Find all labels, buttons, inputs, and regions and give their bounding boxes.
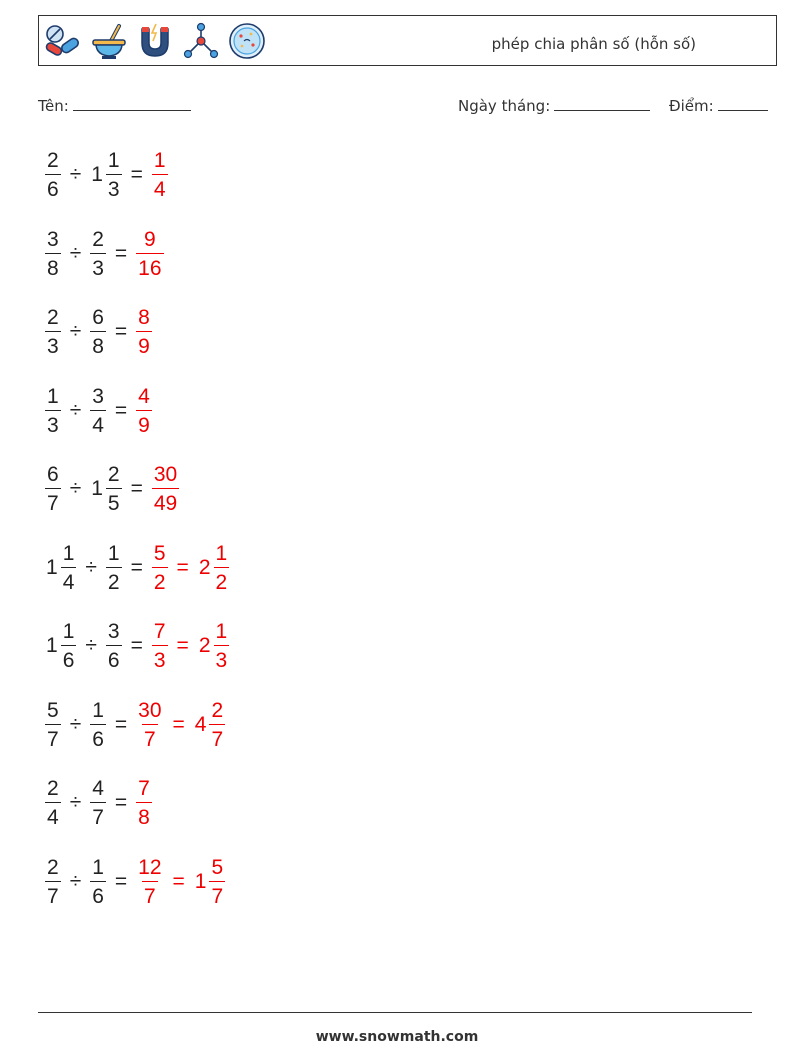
fraction xyxy=(45,857,61,907)
denominator: 3 xyxy=(214,645,230,671)
denominator: 49 xyxy=(152,488,179,514)
numerator: 30 xyxy=(153,463,178,486)
fraction xyxy=(45,778,61,828)
fraction xyxy=(45,386,61,436)
petri-dish-icon xyxy=(227,21,267,61)
name-blank xyxy=(73,96,191,111)
numerator: 2 xyxy=(47,149,59,172)
equals-sign: = xyxy=(114,398,128,422)
denominator: 6 xyxy=(90,881,106,907)
fraction xyxy=(152,150,168,200)
equals-sign: = xyxy=(130,555,143,579)
denominator: 2 xyxy=(152,567,168,593)
numerator: 30 xyxy=(138,698,162,722)
problem-row xyxy=(42,376,155,446)
date-field xyxy=(458,96,650,115)
denominator: 7 xyxy=(209,724,225,750)
divisor xyxy=(87,778,109,828)
divisor xyxy=(87,700,109,750)
denominator: 8 xyxy=(90,331,106,357)
numerator: 2 xyxy=(47,777,59,800)
fraction xyxy=(136,857,163,907)
answer xyxy=(149,621,232,671)
denominator: 16 xyxy=(136,253,163,279)
fraction xyxy=(106,464,122,514)
divide-sign: ÷ xyxy=(69,791,82,814)
numerator: 2 xyxy=(211,698,224,722)
numerator: 1 xyxy=(153,149,166,172)
denominator: 6 xyxy=(90,724,106,750)
whole-number: 1 xyxy=(91,163,103,186)
worksheet-title: phép chia phân số (hỗn số) xyxy=(491,35,696,53)
divisor xyxy=(87,464,124,514)
denominator: 4 xyxy=(61,567,77,593)
denominator: 7 xyxy=(142,724,158,750)
numerator: 1 xyxy=(92,855,104,879)
fraction xyxy=(90,857,106,907)
answer xyxy=(133,307,155,357)
denominator: 7 xyxy=(45,488,61,514)
divide-sign: ÷ xyxy=(69,163,82,186)
answer xyxy=(133,778,155,828)
divide-sign: ÷ xyxy=(85,555,97,579)
denominator: 3 xyxy=(45,410,61,436)
date-blank xyxy=(554,96,650,111)
fraction xyxy=(152,621,168,671)
numerator: 5 xyxy=(47,698,59,722)
fraction xyxy=(45,150,61,200)
dividend xyxy=(42,464,64,514)
dividend xyxy=(42,621,79,671)
numerator: 1 xyxy=(92,698,104,722)
numerator: 4 xyxy=(138,384,150,408)
numerator: 1 xyxy=(215,541,228,565)
divisor xyxy=(87,857,109,907)
problem-row xyxy=(42,219,167,289)
dividend xyxy=(42,778,64,828)
answer xyxy=(149,464,182,514)
numerator: 8 xyxy=(138,306,150,329)
numerator: 2 xyxy=(47,306,59,329)
fraction xyxy=(45,464,61,514)
fraction xyxy=(136,386,152,436)
fraction xyxy=(214,543,230,593)
numerator: 2 xyxy=(47,855,59,879)
divide-sign: ÷ xyxy=(69,241,82,265)
equals-sign: = xyxy=(176,634,189,657)
denominator: 3 xyxy=(90,253,106,279)
numerator: 1 xyxy=(215,620,228,643)
numerator: 6 xyxy=(47,463,59,486)
answer xyxy=(133,700,228,750)
whole-number: 1 xyxy=(91,477,103,500)
molecule-icon xyxy=(181,21,221,61)
denominator: 6 xyxy=(61,645,77,671)
equals-sign: = xyxy=(172,712,185,736)
denominator: 7 xyxy=(209,881,225,907)
fraction xyxy=(209,700,225,750)
answer xyxy=(133,857,228,907)
dividend xyxy=(42,150,64,200)
fraction xyxy=(106,150,122,200)
answer xyxy=(133,229,166,279)
mixed-answer xyxy=(191,857,228,907)
divisor xyxy=(87,386,109,436)
divide-sign: ÷ xyxy=(69,869,82,893)
fraction xyxy=(136,307,152,357)
mortar-pestle-icon xyxy=(89,21,129,61)
fraction xyxy=(61,543,77,593)
pills-icon xyxy=(43,21,83,61)
equals-sign: = xyxy=(114,712,128,736)
fraction xyxy=(106,543,122,593)
divide-sign: ÷ xyxy=(69,320,82,343)
numerator: 1 xyxy=(62,620,75,643)
numerator: 7 xyxy=(138,777,150,800)
fraction xyxy=(90,778,106,828)
numerator: 6 xyxy=(92,306,104,329)
denominator: 7 xyxy=(90,802,106,828)
footer-url: www.snowmath.com xyxy=(315,1029,479,1045)
problem-row xyxy=(42,690,228,760)
problem-row xyxy=(42,768,155,838)
numerator: 4 xyxy=(92,777,104,800)
answer xyxy=(149,150,171,200)
fraction xyxy=(214,621,230,671)
denominator: 3 xyxy=(106,174,122,200)
fraction xyxy=(45,229,61,279)
denominator: 3 xyxy=(152,645,168,671)
numerator: 3 xyxy=(47,227,59,251)
denominator: 5 xyxy=(106,488,122,514)
divisor xyxy=(87,229,109,279)
problem-row xyxy=(42,847,228,917)
fraction xyxy=(45,700,61,750)
fraction xyxy=(90,307,106,357)
answer xyxy=(149,543,232,593)
mixed-answer xyxy=(191,700,228,750)
denominator: 3 xyxy=(45,331,61,357)
denominator: 4 xyxy=(45,802,61,828)
denominator: 6 xyxy=(106,645,122,671)
answer xyxy=(133,386,155,436)
equals-sign: = xyxy=(172,869,185,893)
numerator: 5 xyxy=(153,541,166,565)
fraction xyxy=(61,621,77,671)
numerator: 2 xyxy=(107,463,120,486)
problem-row xyxy=(42,533,232,603)
equals-sign: = xyxy=(114,869,128,893)
mixed-answer xyxy=(195,543,232,593)
whole-number: 1 xyxy=(46,555,58,579)
denominator: 8 xyxy=(136,802,152,828)
denominator: 7 xyxy=(45,881,61,907)
fraction xyxy=(90,229,106,279)
denominator: 7 xyxy=(142,881,158,907)
divisor xyxy=(103,543,125,593)
denominator: 7 xyxy=(45,724,61,750)
fraction xyxy=(209,857,225,907)
name-label: Tên: xyxy=(38,97,69,115)
whole-number: 2 xyxy=(198,555,211,579)
numerator: 3 xyxy=(107,620,120,643)
whole-number: 2 xyxy=(198,634,211,657)
dividend xyxy=(42,229,64,279)
divide-sign: ÷ xyxy=(85,634,97,657)
date-label: Ngày tháng: xyxy=(458,97,551,115)
fraction xyxy=(152,543,168,593)
fraction xyxy=(136,778,152,828)
whole-number: 4 xyxy=(194,712,207,736)
equals-sign: = xyxy=(176,555,189,579)
whole-number: 1 xyxy=(46,634,58,657)
numerator: 1 xyxy=(107,541,120,565)
divisor xyxy=(87,150,124,200)
numerator: 1 xyxy=(107,149,120,172)
numerator: 3 xyxy=(92,384,104,408)
divide-sign: ÷ xyxy=(69,712,82,736)
denominator: 4 xyxy=(90,410,106,436)
divide-sign: ÷ xyxy=(69,477,82,500)
fraction xyxy=(152,464,179,514)
fraction xyxy=(136,700,163,750)
fraction xyxy=(90,386,106,436)
dividend xyxy=(42,386,64,436)
problem-row xyxy=(42,611,232,681)
footer-divider xyxy=(38,1012,752,1013)
worksheet-header xyxy=(38,15,777,66)
fraction xyxy=(106,621,122,671)
header-icons xyxy=(43,21,267,61)
equals-sign: = xyxy=(130,163,143,186)
score-label: Điểm: xyxy=(669,97,714,115)
magnet-icon xyxy=(135,21,175,61)
problem-row xyxy=(42,140,171,210)
numerator: 7 xyxy=(153,620,166,643)
whole-number: 1 xyxy=(194,869,207,893)
dividend xyxy=(42,543,79,593)
equals-sign: = xyxy=(114,791,128,814)
divide-sign: ÷ xyxy=(69,398,82,422)
denominator: 9 xyxy=(136,331,152,357)
numerator: 1 xyxy=(62,541,75,565)
numerator: 1 xyxy=(47,384,59,408)
mixed-answer xyxy=(195,621,232,671)
denominator: 4 xyxy=(152,174,168,200)
numerator: 9 xyxy=(144,227,156,251)
denominator: 2 xyxy=(214,567,230,593)
denominator: 8 xyxy=(45,253,61,279)
numerator: 2 xyxy=(92,227,104,251)
denominator: 2 xyxy=(106,567,122,593)
equals-sign: = xyxy=(114,320,128,343)
divisor xyxy=(87,307,109,357)
equals-sign: = xyxy=(130,634,143,657)
dividend xyxy=(42,700,64,750)
divisor xyxy=(103,621,125,671)
score-blank xyxy=(718,96,768,111)
numerator: 12 xyxy=(138,855,162,879)
fraction xyxy=(136,229,163,279)
problem-row xyxy=(42,297,155,367)
score-field xyxy=(669,96,768,115)
dividend xyxy=(42,857,64,907)
equals-sign: = xyxy=(114,241,128,265)
dividend xyxy=(42,307,64,357)
denominator: 6 xyxy=(45,174,61,200)
fraction xyxy=(45,307,61,357)
name-field xyxy=(38,96,191,115)
denominator: 9 xyxy=(136,410,152,436)
equals-sign: = xyxy=(130,477,143,500)
fraction xyxy=(90,700,106,750)
numerator: 5 xyxy=(211,855,224,879)
problem-row xyxy=(42,454,182,524)
